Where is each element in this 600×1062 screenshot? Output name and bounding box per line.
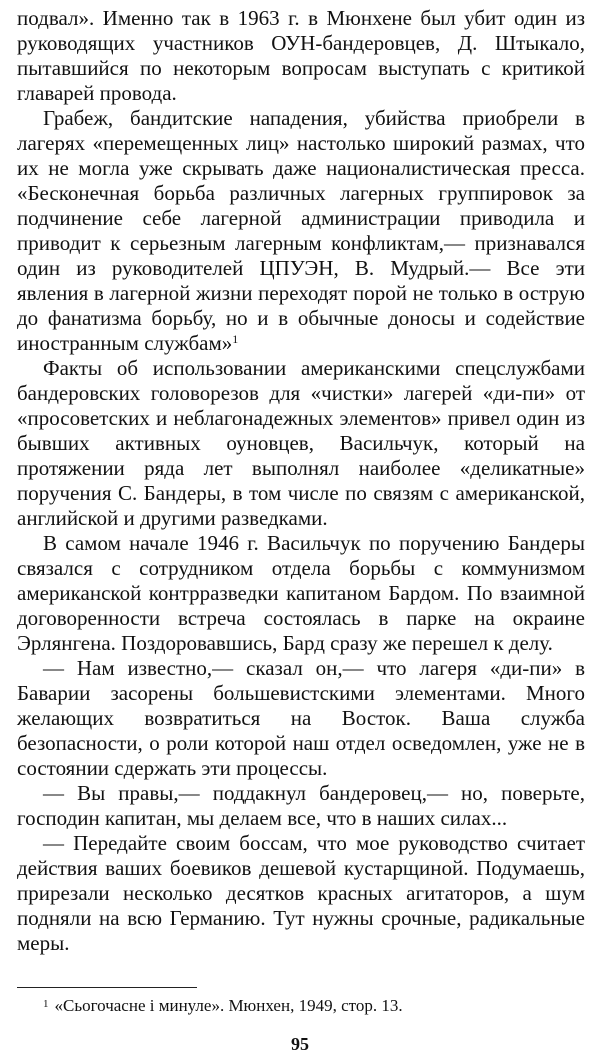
paragraph-2-text: Грабеж, бандитские нападения, убийства приобрели в лагерях «перемещенных лиц» настолько широкий размах, что их не могла уже скрывать даже националистическая пресса. «Бесконечная борьба различных лагерных группировок за подчинение себе лагерной администрации приводила и приводит к серьезным лагерным конфликтам,— признавался один из руководителей ЦПУЭН, В. Мудрый.— Все эти явления в лагерной жизни переходят порой не только в острую до фанатизма борьбу, но и в обычные доносы и содействие иностранным службам» (17, 106, 585, 355)
footnote (43, 996, 583, 1016)
page-body (17, 6, 585, 956)
paragraph-3: Факты об использовании американскими спецслужбами бандеровских головорезов для «чистки» лагерей «ди-пи» от «просоветских и неблагонадежных элементов» привел один из бывших активных оуновцев, Васильчук, который на протяжении ряда лет выполнял наиболее «деликатные» поручения С. Бандеры, в том числе по связям с американской, английской и другими разведками. (17, 356, 585, 530)
page-number: 95 (291, 1034, 309, 1054)
footnote-marker: 1 (43, 998, 49, 1010)
paragraph-4: В самом начале 1946 г. Васильчук по поручению Бандеры связался с сотрудником отдела борьбы с коммунизмом американской контрразведки капитаном Бардом. По взаимной договоренности встреча состоялась в парке на окраине Эрлянгена. Поздоровавшись, Бард сразу же перешел к делу. (17, 531, 585, 655)
paragraph-7: — Передайте своим боссам, что мое руководство считает действия ваших боевиков дешевой кустарщиной. Подумаешь, прирезали несколько десятков красных агитаторов, а шум подняли на всю Германию. Тут нужны срочные, радикальные меры. (17, 831, 585, 955)
paragraph-6: — Вы правы,— поддакнул бандеровец,— но, поверьте, господин капитан, мы делаем все, что в наших силах... (17, 781, 585, 830)
paragraph-2 (17, 106, 585, 356)
footnote-divider (17, 987, 197, 988)
footnote-reference: 1 (232, 332, 239, 346)
paragraph-1: подвал». Именно так в 1963 г. в Мюнхене был убит один из руководящих участников ОУН-бандеровцев, Д. Штыкало, пытавшийся по некоторым вопросам выступать с критикой главарей провода. (17, 6, 585, 105)
footnote-text: «Сьогочасне і минуле». Мюнхен, 1949, стор. 13. (54, 996, 403, 1015)
paragraph-5: — Нам известно,— сказал он,— что лагеря «ди-пи» в Баварии засорены большевистскими элементами. Много желающих возвратиться на Восток. Ваша служба безопасности, о роли которой наш отдел осведомлен, уже не в состоянии сдержать эти процессы. (17, 656, 585, 780)
